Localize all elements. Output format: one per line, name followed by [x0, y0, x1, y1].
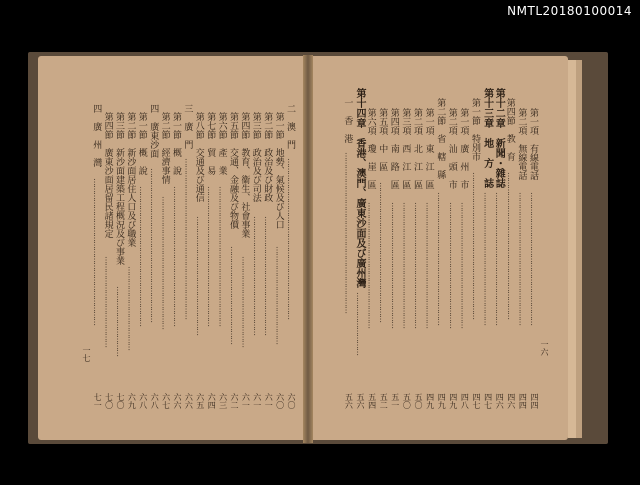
toc-entry-label: 第四節 教育、衞生、社會事業 [239, 112, 250, 238]
leader-dots: ……………………………… [126, 266, 136, 350]
right-folio: 一六 [540, 340, 549, 356]
leader-dots: ……………………… [355, 292, 364, 355]
toc-page-number: 五〇 [402, 393, 412, 409]
leader-dots: …………………………………………………………… [183, 158, 193, 319]
leader-dots: ……………………………………………… [459, 202, 469, 328]
toc-page-number: 四八 [460, 393, 470, 409]
toc-page-number: 六一 [264, 393, 274, 409]
leader-dots: …………………………………… [229, 246, 238, 344]
toc-page-number: 五〇 [414, 393, 423, 409]
toc-page-number: 六二 [230, 393, 239, 409]
toc-page-number: 六六 [173, 393, 182, 409]
leader-dots: …………………………………………………… [206, 186, 216, 326]
toc-page-number: 六三 [218, 393, 228, 409]
leader-dots: ……………………………………………… [401, 202, 411, 328]
toc-page-number: 四九 [425, 393, 435, 409]
leader-dots: ………………………………………………… [436, 192, 446, 325]
toc-entry-label: 第一節 概 說 [136, 112, 147, 175]
toc-entry-label: 第七節 貿 易 [205, 112, 216, 175]
toc-page-number: 七〇 [116, 393, 125, 409]
toc-page-number: 四九 [448, 393, 458, 409]
toc-page-number: 五二 [379, 393, 389, 409]
toc-page-number: 六七 [161, 393, 171, 409]
toc-page-number: 六四 [207, 393, 217, 409]
toc-entry-label: 第二節 省 轄 縣 [435, 98, 446, 179]
toc-entry-label: 第八節 交通及び通信 [193, 112, 204, 202]
toc-page-number: 五四 [367, 393, 377, 409]
leader-dots: ………………………………………………… [482, 192, 492, 325]
leader-dots: ………………………………………………… [517, 192, 527, 325]
leader-dots: …………………………………………………… [172, 186, 181, 326]
toc-page-number: 四六 [495, 393, 505, 409]
leader-dots: ……………………………………………………… [471, 172, 480, 319]
leader-dots: ……………………………………………………… [92, 178, 102, 325]
toc-page-number: 六〇 [275, 393, 285, 409]
leader-dots: ……………………………………………… [366, 202, 376, 328]
leader-dots: …………………………………………… [194, 216, 204, 335]
toc-entry-label: 第十四章 香港、澳門、廣東沙面及び廣州灣 [354, 88, 365, 288]
leader-dots: ………………………………………………… [160, 196, 170, 329]
leader-dots: ………………………………………………… [529, 192, 538, 325]
archive-watermark: NMTL20180100014 [507, 4, 632, 18]
leader-dots: ………………………………………………………… [149, 168, 159, 322]
toc-page-number: 七〇 [104, 393, 114, 409]
page-edges-inner [576, 60, 582, 438]
toc-entry-label: 第二項 汕 頭 市 [446, 108, 457, 189]
toc-entry-label: 第四項 南 路 區 [388, 108, 399, 189]
book-spine [303, 55, 313, 443]
leader-dots: ……………………………………………… [424, 202, 434, 328]
leader-dots: ……………………………………………… [447, 202, 457, 328]
toc-entry-label: 第二項 無線電話 [516, 108, 527, 180]
toc-entry-label: 第三節 新沙面建築工程概況及び事業 [114, 112, 124, 265]
leader-dots: …………………………………………………………… [343, 152, 353, 313]
toc-entry-label: 第二節 經濟事情 [159, 112, 170, 184]
leader-dots: …………………………………… [274, 246, 284, 344]
page-edges [568, 60, 576, 438]
leader-dots: ……………………………………………………… [505, 172, 515, 319]
toc-page-number: 五一 [390, 393, 400, 409]
toc-entry-label: 第五節 交通、金融及び物價 [228, 112, 238, 229]
toc-entry-label: 二 澳 門 [285, 104, 295, 149]
leader-dots: …………………………………………… [251, 216, 261, 335]
toc-entry-label: 第二項 北 江 區 [412, 108, 422, 189]
toc-entry-label: 第十三章 地 方 誌 [481, 88, 493, 188]
toc-page-number: 六〇 [287, 393, 296, 409]
leader-dots: …………………………………………………… [137, 186, 147, 326]
leader-dots: …………………………………………………… [378, 182, 388, 322]
toc-entry-label: 三 廣 門 [182, 104, 193, 149]
leader-dots: …………………………………………………… [217, 186, 227, 326]
toc-entry-label: 四 廣 州 灣 [91, 104, 102, 167]
toc-page-number: 五六 [344, 393, 354, 409]
toc-page-number: 四四 [518, 393, 528, 409]
toc-entry-label: 第三項 西 江 區 [400, 108, 411, 189]
toc-entry-label: 第一項 東 江 區 [423, 108, 434, 189]
leader-dots: …………………………………………… [263, 216, 273, 335]
toc-page-number: 四九 [437, 393, 447, 409]
toc-page-number: 六八 [138, 393, 148, 409]
toc-page-number: 四六 [506, 393, 516, 409]
toc-page-number: 七一 [93, 393, 103, 409]
toc-page-number: 六一 [252, 393, 262, 409]
toc-entry-label: 第五項 中 區 [377, 108, 388, 171]
leader-dots: ………………………………………………… [494, 192, 504, 325]
toc-page-number: 四四 [530, 393, 539, 409]
toc-entry-label: 第四節 教 育 [504, 98, 515, 161]
toc-entry-label: 第一項 廣 州 市 [458, 108, 469, 189]
toc-entry-label: 第一節 特別市 [470, 98, 480, 161]
toc-page-number: 六一 [241, 393, 251, 409]
toc-entry-label: 第二節 新沙面居住人口及び職業 [125, 112, 136, 247]
toc-entry-label: 第二節 政治及び財政 [262, 112, 273, 202]
leader-dots: ………………………………… [240, 256, 250, 347]
toc-page-number: 六八 [150, 393, 160, 409]
toc-entry-label: 第一節 地勢、氣候及び人口 [273, 112, 284, 229]
leader-dots: ………………………… [115, 286, 124, 356]
toc-entry-label: 一 香 港 [342, 98, 353, 143]
toc-page-number: 四七 [472, 393, 481, 409]
leader-dots: ……………………………………………… [413, 202, 422, 328]
toc-entry-label: 第六節 產 業 [216, 112, 227, 175]
toc-page-number: 六五 [195, 393, 205, 409]
toc-entry-label: 第六項 瓊 崖 區 [365, 108, 376, 189]
toc-entry-label: 四 廣東沙面 [148, 104, 159, 158]
left-folio: 一七 [82, 346, 91, 362]
leader-dots: …………………………………………………………… [286, 158, 295, 319]
toc-entry-label: 第一項 有線電話 [528, 108, 538, 180]
leader-dots: ……………………………………………… [389, 202, 399, 328]
toc-entry-label: 第十二章 新聞・雜誌 [493, 88, 505, 188]
toc-page-number: 五六 [356, 393, 365, 409]
toc-page-number: 六九 [127, 393, 137, 409]
toc-entry-label: 第四節 廣東沙面居留民諸規定 [102, 112, 113, 238]
toc-page-number: 四七 [483, 393, 493, 409]
toc-page-number: 六六 [184, 393, 194, 409]
toc-entry-label: 第一節 概 說 [171, 112, 181, 175]
toc-entry-label: 第三節 政治及び司法 [250, 112, 261, 202]
leader-dots: ………………………………… [103, 256, 113, 347]
